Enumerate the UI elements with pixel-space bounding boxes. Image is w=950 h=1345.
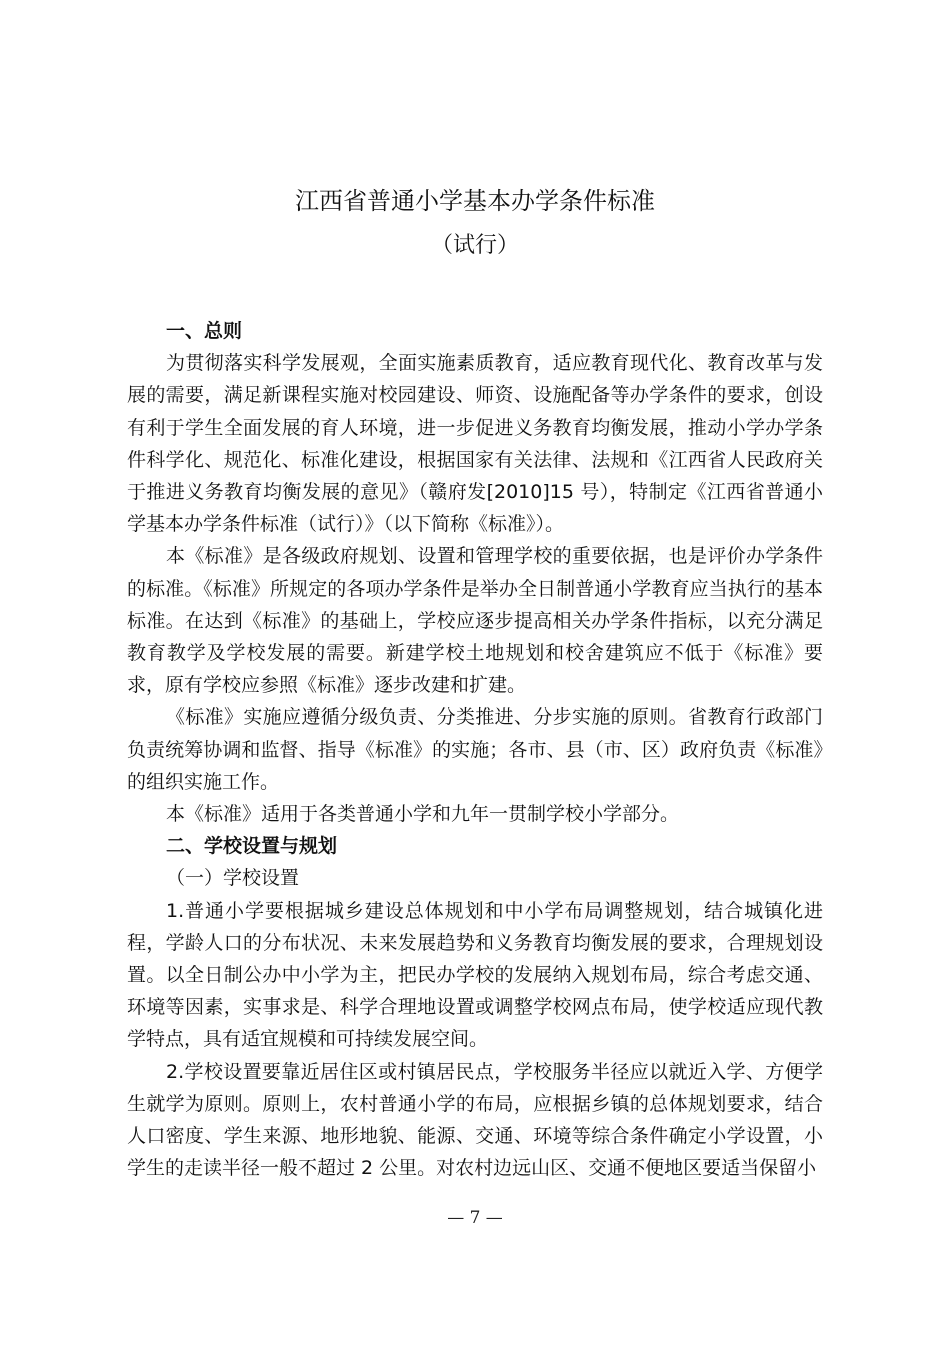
paragraph: 2.学校设置要靠近居住区或村镇居民点，学校服务半径应以就近入学、方便学生就学为原则。原则上，农村普通小学的布局，应根据乡镇的总体规划要求，结合人口密度、学生来源、地形地貌、能源、交通、环境等综合条件确定小学设置，小学生的走读半径一般不超过 2 公里。对农村边远山区、交通不便地区要适当保留小 xyxy=(127,1060,823,1180)
document-subtitle: （试行） xyxy=(430,233,519,258)
section-heading: 一、总则 xyxy=(166,320,243,342)
page-number: — 7 — xyxy=(447,1208,503,1228)
section-heading: 二、学校设置与规划 xyxy=(166,835,338,858)
paragraph: 本《标准》适用于各类普通小学和九年一贯制学校小学部分。 xyxy=(166,803,680,826)
paragraph: 《标准》实施应遵循分级负责、分类推进、分步实施的原则。省教育行政部门负责统筹协调和监督、指导《标准》的实施；各市、县（市、区）政府负责《标准》的组织实施工作。 xyxy=(127,706,823,793)
paragraph: 本《标准》是各级政府规划、设置和管理学校的重要依据，也是评价办学条件的标准。《标准》所规定的各项办学条件是举办全日制普通小学教育应当执行的基本标准。在达到《标准》的基础上，学校应逐步提高相关办学条件指标，以充分满足教育教学及学校发展的需要。新建学校土地规划和校舍建筑应不低于《标准》要求，原有学校应参照《标准》逐步改建和扩建。 xyxy=(127,545,823,697)
document-title: 江西省普通小学基本办学条件标准 xyxy=(295,187,655,215)
paragraph: 为贯彻落实科学发展观，全面实施素质教育，适应教育现代化、教育改革与发展的需要，满足新课程实施对校园建设、师资、设施配备等办学条件的要求，创设有利于学生全面发展的育人环境，进一步促进义务教育均衡发展，推动小学办学条件科学化、规范化、标准化建设，根据国家有关法律、法规和《江西省人民政府关于推进义务教育均衡发展的意见》（赣府发[2010]15 号），特制定《江西省普通小学基本办学条件标准（试行）》（以下简称《标准》）。 xyxy=(127,352,823,536)
document-body xyxy=(127,315,823,1184)
subsection-heading: （一）学校设置 xyxy=(166,867,300,890)
paragraph: 1.普通小学要根据城乡建设总体规划和中小学布局调整规划，结合城镇化进程，学龄人口的分布状况、未来发展趋势和义务教育均衡发展的要求，合理规划设置。以全日制公办中小学为主，把民办学校的发展纳入规划布局，综合考虑交通、环境等因素，实事求是、科学合理地设置或调整学校网点布局，使学校适应现代教学特点，具有适宜规模和可持续发展空间。 xyxy=(127,899,823,1051)
